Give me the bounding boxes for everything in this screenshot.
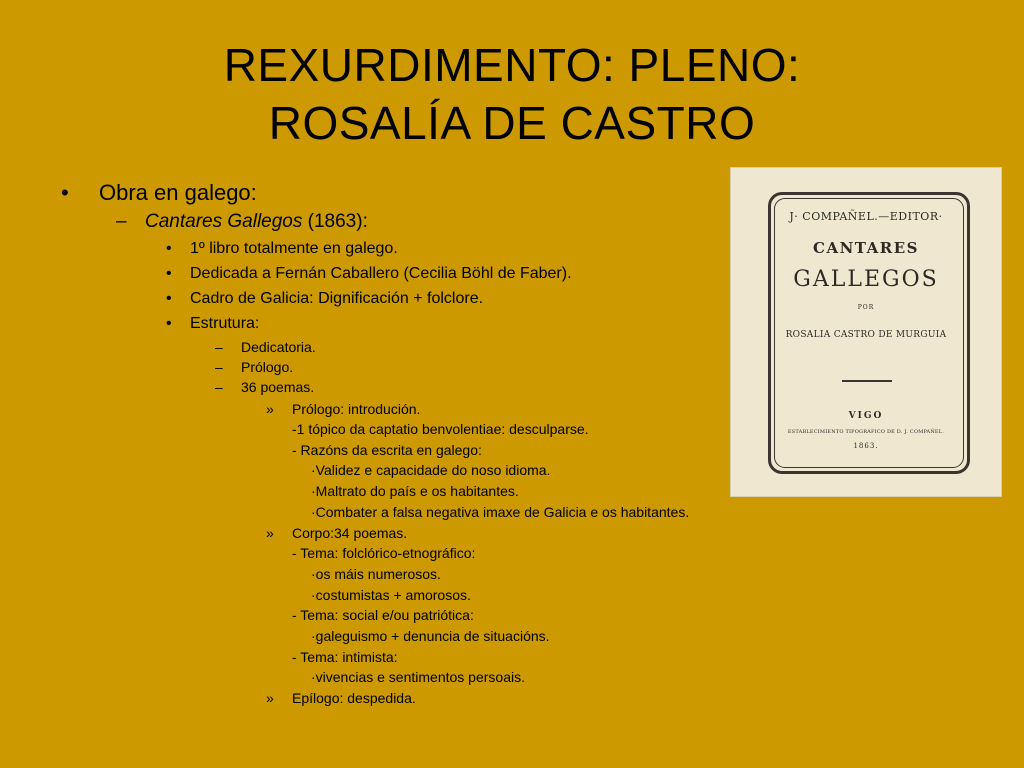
cover-printer: ESTABLECIMIENTO TIPOGRÁFICO DE D. J. COMPAÑEL. — [787, 429, 945, 435]
bullet-marker: • — [166, 315, 172, 332]
cantares-gallegos-year: (1863): — [302, 211, 368, 232]
list-item: ·Validez e capacidade do noso idioma. — [311, 462, 551, 478]
dash-marker: – — [215, 359, 223, 375]
list-item: ·os máis numerosos. — [311, 566, 441, 582]
slide-title-line-2: ROSALÍA DE CASTRO — [268, 97, 756, 149]
list-item: Dedicatoria. — [241, 339, 316, 355]
obra-en-galego-heading: Obra en galego: — [99, 180, 257, 205]
list-item: ·Maltrato do país e os habitantes. — [311, 483, 519, 499]
cover-rule — [842, 380, 892, 382]
list-item: Cadro de Galicia: Dignificación + folclore. — [190, 290, 484, 307]
list-item: ·vivencias e sentimentos persoais. — [311, 669, 525, 685]
list-item: - Tema: social e/ou patriótica: — [292, 607, 474, 623]
cover-year: 1863. — [853, 442, 879, 450]
bullet-marker: • — [166, 240, 172, 257]
list-item: Prólogo. — [241, 359, 294, 375]
list-item: Dedicada a Fernán Caballero (Cecilia Böhl de Faber). — [190, 265, 572, 282]
bullet-marker: • — [166, 290, 172, 307]
dash-marker: – — [116, 211, 127, 232]
list-item: - Razóns da escrita en galego: — [292, 442, 482, 458]
cover-city: VIGO — [848, 411, 884, 421]
list-item: ·costumistas + amorosos. — [311, 587, 471, 603]
list-item: ·galeguismo + denuncia de situacións. — [311, 628, 550, 644]
chevron-marker: » — [266, 401, 274, 417]
list-item: Prólogo: introdución. — [292, 401, 421, 417]
list-item: Corpo:34 poemas. — [292, 525, 408, 541]
cover-title-line-1: CANTARES — [813, 239, 919, 257]
dash-marker: – — [215, 339, 223, 355]
bullet-marker: • — [61, 180, 69, 205]
list-item: Estrutura: — [190, 315, 260, 332]
list-item: 1º libro totalmente en galego. — [190, 240, 398, 257]
list-item: Epílogo: despedida. — [292, 690, 416, 706]
cover-editor: J· COMPAÑEL.—EDITOR· — [789, 210, 943, 223]
bullet-marker: • — [166, 265, 172, 282]
chevron-marker: » — [266, 690, 274, 706]
chevron-marker: » — [266, 525, 274, 541]
cover-author: ROSALIA CASTRO DE MURGUIA — [785, 330, 947, 340]
cover-por: POR — [857, 304, 875, 311]
book-cover-image — [730, 167, 1002, 497]
list-item: - Tema: intimista: — [292, 649, 398, 665]
list-item: 36 poemas. — [241, 379, 315, 395]
cantares-gallegos-title: Cantares Gallegos — [145, 211, 303, 232]
cover-title-line-2: GALLEGOS — [793, 267, 939, 292]
slide-title-line-1: REXURDIMENTO: PLENO: — [223, 39, 801, 91]
list-item: - Tema: folclórico-etnográfico: — [292, 545, 476, 561]
list-item: -1 tópico da captatio benvolentiae: desculparse. — [292, 421, 589, 437]
list-item: ·Combater a falsa negativa imaxe de Galicia e os habitantes. — [311, 504, 690, 520]
dash-marker: – — [215, 379, 223, 395]
cantares-gallegos-item — [145, 211, 368, 233]
